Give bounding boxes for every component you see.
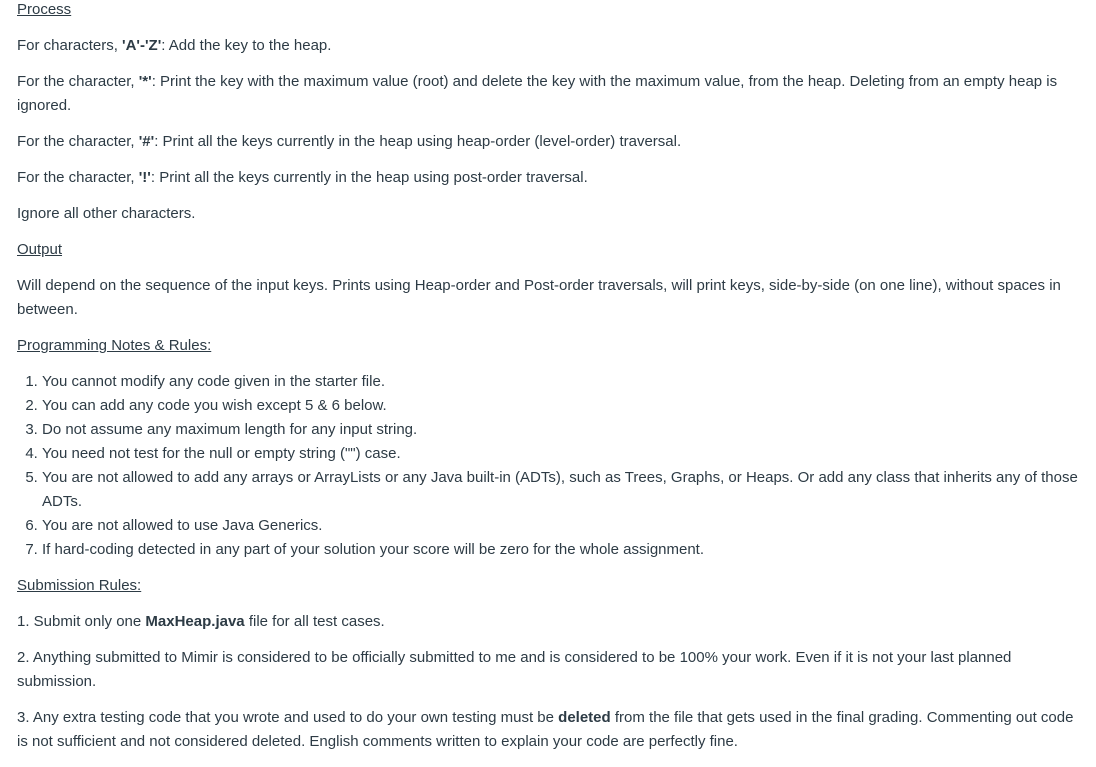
list-item: 6. You are not allowed to use Java Generics. [42,514,1083,538]
submission-rule-3-post: from the file that gets used in the final grading. Commenting out code is not sufficient and not considered deleted. English comments written to explain your code are perfectly fine. [17,709,1074,750]
list-item: 3. Do not assume any maximum length for any input string. [42,418,1083,442]
process-heading: Process [17,1,72,18]
process-line-bang-post: : Print all the keys currently in the heap using post-order traversal. [150,169,588,186]
submission-rule-2: 2. Anything submitted to Mimir is considered to be officially submitted to me and is considered to be 100% your work. Even if it is not your last planned submission. [17,649,1012,690]
output-heading: Output [17,241,63,258]
process-line-az-post: : Add the key to the heap. [161,37,332,54]
submission-rule-1-pre: 1. Submit only one [17,613,146,630]
process-line-hash-key: '#' [138,133,155,150]
process-line-az-key: 'A'-'Z' [122,37,162,54]
submission-rule-3-emphasis: deleted [558,709,611,726]
process-line-bang-key: '!' [138,169,151,186]
list-item: 1. You cannot modify any code given in the starter file. [42,370,1083,394]
process-line-bang-pre: For the character, [17,169,139,186]
output-text: Will depend on the sequence of the input keys. Prints using Heap-order and Post-order traversals, will print keys, side-by-side (on one line), without spaces in between. [17,277,1061,318]
process-line-hash-post: : Print all the keys currently in the heap using heap-order (level-order) traversal. [154,133,682,150]
list-item: 2. You can add any code you wish except 5 & 6 below. [42,394,1083,418]
process-line-hash-pre: For the character, [17,133,139,150]
submission-rule-1-filename: MaxHeap.java [145,613,245,630]
submission-rule-1-post: file for all test cases. [244,613,385,630]
process-line-az-pre: For characters, [17,37,123,54]
list-item: 7. If hard-coding detected in any part of your solution your score will be zero for the whole assignment. [42,538,1083,562]
submission-rule-3 [17,706,1083,754]
assignment-content [17,0,1083,766]
process-line-star [17,70,1083,118]
list-item: 4. You need not test for the null or empty string ("") case. [42,442,1083,466]
process-line-star-key: '*' [138,73,152,90]
submission-rules-heading: Submission Rules: [17,577,142,594]
process-ignore: Ignore all other characters. [17,205,196,222]
process-line-az [17,34,1083,58]
process-line-bang [17,166,1083,190]
submission-rule-1 [17,610,1083,634]
submission-rule-3-pre: 3. Any extra testing code that you wrote and used to do your own testing must be [17,709,559,726]
programming-notes-heading: Programming Notes & Rules: [17,337,212,354]
list-item: 5. You are not allowed to add any arrays or ArrayLists or any Java built-in (ADTs), such as Trees, Graphs, or Heaps. Or add any class that inherits any of those ADTs. [42,466,1083,514]
programming-notes-list [17,370,1083,562]
process-line-hash [17,130,1083,154]
process-line-star-pre: For the character, [17,73,139,90]
process-line-star-post: : Print the key with the maximum value (root) and delete the key with the maximum value, from the heap. Deleting from an empty heap is ignored. [17,73,1058,114]
